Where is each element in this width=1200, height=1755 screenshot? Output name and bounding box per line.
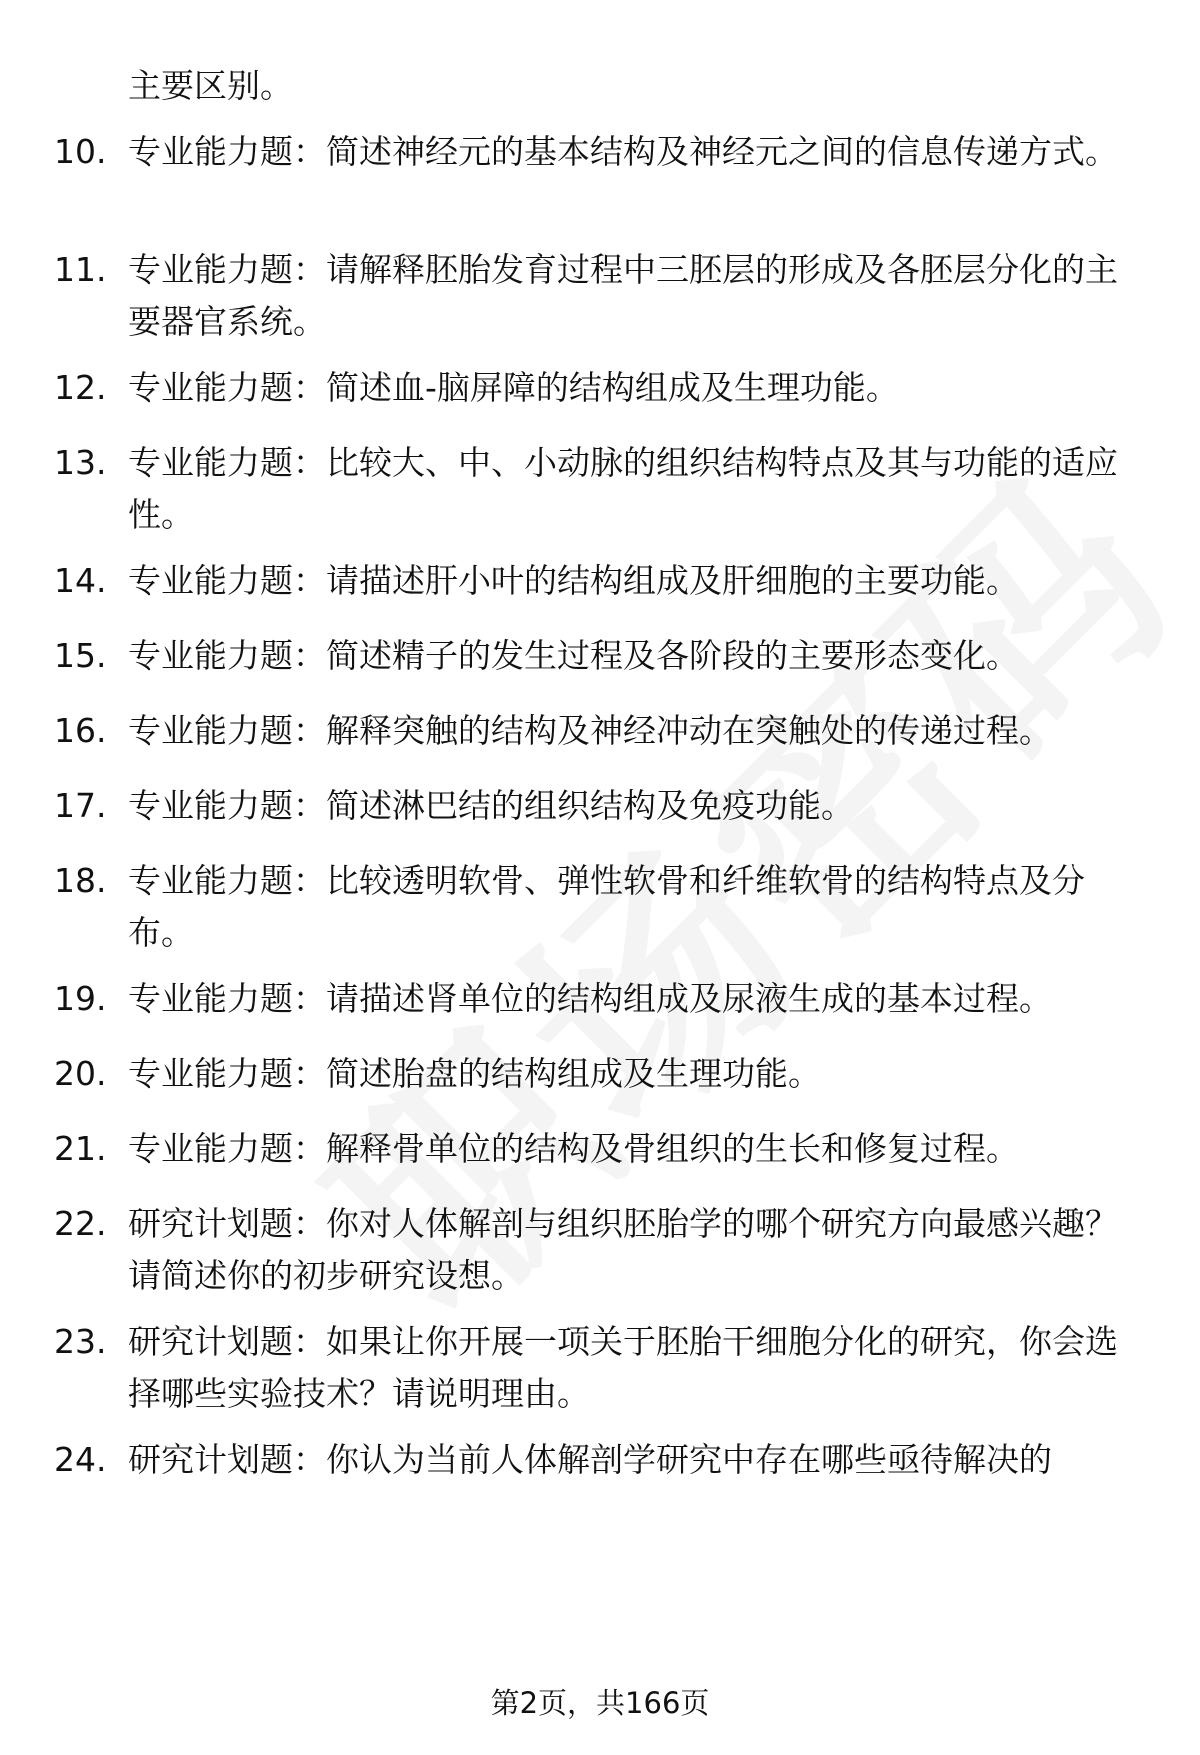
item-number: 15. xyxy=(54,636,107,675)
item-number: 21. xyxy=(54,1129,107,1168)
item-number: 13. xyxy=(54,443,107,482)
item-text: 专业能力题：解释骨单位的结构及骨组织的生长和修复过程。 xyxy=(128,1129,1019,1168)
item-number: 23. xyxy=(54,1322,107,1361)
item-text: 专业能力题：比较透明软骨、弹性软骨和纤维软骨的结构特点及分布。 xyxy=(128,861,1085,952)
item-number: 19. xyxy=(54,979,107,1018)
item-number: 24. xyxy=(54,1440,107,1479)
item-text: 专业能力题：请描述肝小叶的结构组成及肝细胞的主要功能。 xyxy=(128,561,1019,600)
continuation-text: 主要区别。 xyxy=(128,66,293,105)
item-text: 专业能力题：简述精子的发生过程及各阶段的主要形态变化。 xyxy=(128,636,1019,675)
item-number: 11. xyxy=(54,250,107,289)
item-text: 专业能力题：请解释胚胎发育过程中三胚层的形成及各胚层分化的主要器官系统。 xyxy=(128,250,1118,341)
item-text: 专业能力题：简述淋巴结的组织结构及免疫功能。 xyxy=(128,786,854,825)
item-number: 16. xyxy=(54,711,107,750)
item-text: 专业能力题：请描述肾单位的结构组成及尿液生成的基本过程。 xyxy=(128,979,1052,1018)
item-number: 10. xyxy=(54,132,107,171)
item-number: 20. xyxy=(54,1054,107,1093)
item-number: 12. xyxy=(54,368,107,407)
item-number: 17. xyxy=(54,786,107,825)
page-number: 第2页，共166页 xyxy=(490,1686,710,1720)
item-text: 研究计划题：你对人体解剖与组织胚胎学的哪个研究方向最感兴趣？请简述你的初步研究设想。 xyxy=(128,1204,1118,1295)
item-text: 专业能力题：简述胎盘的结构组成及生理功能。 xyxy=(128,1054,821,1093)
item-number: 18. xyxy=(54,861,107,900)
item-text: 研究计划题：如果让你开展一项关于胚胎干细胞分化的研究，你会选择哪些实验技术？请说明理由。 xyxy=(128,1322,1118,1413)
item-text: 研究计划题：你认为当前人体解剖学研究中存在哪些亟待解决的 xyxy=(128,1440,1052,1479)
item-number: 14. xyxy=(54,561,107,600)
item-text: 专业能力题：简述血-脑屏障的结构组成及生理功能。 xyxy=(128,368,899,407)
item-text: 专业能力题：解释突触的结构及神经冲动在突触处的传递过程。 xyxy=(128,711,1052,750)
item-text: 专业能力题：简述神经元的基本结构及神经元之间的信息传递方式。 xyxy=(128,132,1118,171)
item-number: 22. xyxy=(54,1204,107,1243)
item-text: 专业能力题：比较大、中、小动脉的组织结构特点及其与功能的适应性。 xyxy=(128,443,1118,534)
